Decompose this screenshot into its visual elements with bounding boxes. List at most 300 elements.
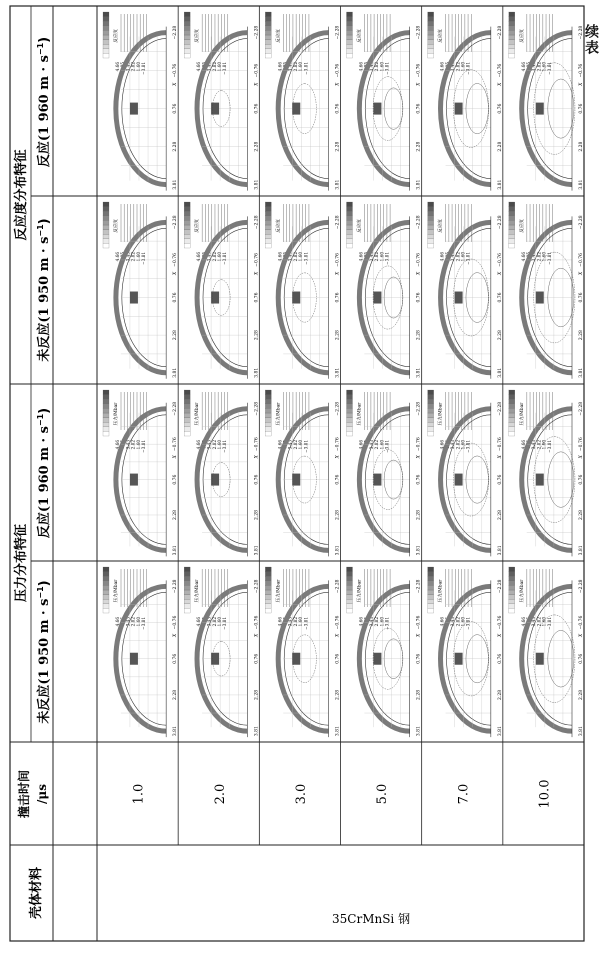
svg-text:未反应(1 950 m · s−1): 未反应(1 950 $m \cdot s^{-1}$) (36, 218, 52, 362)
svg-text:反应(1 960 m · s−1): 反应(1 960 $m \cdot s^{-1}$) (36, 407, 52, 539)
axis-tick-label: 2.28 (335, 330, 341, 341)
axis-tick-label: −0.76 (254, 615, 260, 630)
simulation-plot (347, 202, 422, 379)
axis-tick-label: −2.28 (416, 579, 422, 594)
side-value: 1.60 (135, 252, 141, 262)
axis-tick-label: 0.76 (335, 474, 341, 485)
axis-tick-label: 0.76 (335, 103, 341, 114)
side-value: −3.81 (303, 440, 309, 453)
side-value: 2.82 (374, 252, 380, 262)
axis-tick-label: 2.28 (497, 141, 503, 152)
axis-tick-label: 3.81 (254, 545, 260, 556)
side-value: 4.66 (277, 440, 283, 450)
axis-tick-label: 0.76 (173, 292, 179, 303)
axis-tick-label: 3.81 (335, 726, 341, 737)
legend-title: 压力/Mbar (438, 402, 444, 426)
side-value: 2.82 (536, 62, 542, 72)
side-value: 3.43 (368, 440, 374, 450)
header-shell-material: 壳体材料 (29, 866, 44, 920)
axis-tick-label: −2.28 (416, 25, 422, 40)
svg-text:反应(1 960 m · s−1): 反应(1 960 $m \cdot s^{-1}$) (36, 36, 52, 168)
axis-tick-label: 3.81 (497, 545, 503, 556)
axis-tick-label: 0.76 (254, 292, 260, 303)
axis-tick-label: −0.76 (416, 615, 422, 630)
axis-tick-label: 3.81 (416, 367, 422, 378)
legend-title: 反应度 (114, 219, 119, 233)
simulation-plot (265, 567, 340, 737)
side-value: 1.60 (460, 62, 466, 72)
axis-tick-label: 0.76 (579, 292, 584, 303)
subheader-pressure-reaction (36, 408, 52, 538)
legend-title: 压力/Mbar (357, 402, 363, 426)
side-value: 4.05 (282, 62, 288, 72)
side-value: 1.60 (135, 440, 141, 450)
side-value: 4.05 (444, 252, 450, 262)
axis-tick-label: −2.28 (335, 215, 341, 230)
continued-label: 续表 (583, 24, 599, 56)
side-value: 2.82 (292, 617, 298, 627)
header-reaction-group: 反应度分布特征 (14, 149, 29, 241)
side-value: 4.05 (282, 252, 288, 262)
axis-tick-label: 2.28 (497, 689, 503, 700)
side-value: 1.60 (460, 440, 466, 450)
simulation-plot (184, 567, 259, 737)
simulation-plot (347, 567, 422, 737)
simulation-plot (265, 202, 340, 379)
axis-label: X (497, 455, 503, 459)
axis-tick-label: −0.76 (416, 63, 422, 78)
axis-tick-label: −2.28 (416, 401, 422, 416)
axis-label: X (579, 82, 584, 86)
side-value: 2.82 (455, 617, 461, 627)
side-value: 1.60 (216, 440, 222, 450)
subheader-reaction-no-reaction (36, 218, 52, 361)
legend-title: 反应度 (114, 29, 119, 43)
axis-tick-label: −0.76 (335, 615, 341, 630)
axis-tick-label: −2.28 (579, 215, 584, 230)
simulation-plot (103, 390, 178, 556)
side-value: 4.05 (201, 617, 207, 627)
header-pressure-group: 压力分布特征 (14, 523, 29, 603)
side-value: 4.05 (282, 617, 288, 627)
axis-tick-label: 3.81 (416, 545, 422, 556)
axis-label: X (335, 82, 341, 86)
axis-tick-label: 2.28 (579, 141, 584, 152)
axis-tick-label: 0.76 (173, 474, 179, 485)
axis-tick-label: 2.28 (254, 330, 260, 341)
axis-label: X (416, 271, 422, 275)
side-value: −3.81 (384, 62, 390, 75)
axis-tick-label: 2.28 (173, 509, 179, 520)
side-value: 4.66 (196, 252, 202, 262)
axis-tick-label: 0.76 (173, 103, 179, 114)
simulation-plot (509, 12, 584, 191)
side-value: 1.60 (216, 62, 222, 72)
side-value: 1.60 (460, 252, 466, 262)
side-value: −3.81 (141, 62, 146, 75)
axis-tick-label: −2.28 (254, 401, 260, 416)
axis-tick-label: −0.76 (416, 437, 422, 452)
side-value: 1.60 (460, 617, 466, 627)
axis-tick-label: 0.76 (173, 653, 179, 664)
simulation-plot (265, 12, 340, 191)
axis-tick-label: −2.28 (416, 215, 422, 230)
side-value: 3.43 (125, 62, 131, 72)
side-value: 4.05 (120, 440, 126, 450)
side-value: 4.05 (444, 617, 450, 627)
axis-tick-label: −0.76 (173, 437, 179, 452)
side-value: 2.82 (374, 440, 380, 450)
axis-label: X (579, 455, 584, 459)
legend-title: 压力/Mbar (114, 579, 119, 603)
side-value: 2.82 (211, 440, 217, 450)
legend-title: 压力/Mbar (438, 579, 444, 603)
side-value: 4.66 (358, 617, 364, 627)
side-value: −3.81 (546, 62, 552, 75)
axis-tick-label: −2.28 (173, 401, 179, 416)
axis-tick-label: −2.28 (579, 579, 584, 594)
side-value: 4.05 (526, 440, 532, 450)
side-value: 4.66 (439, 62, 445, 72)
side-value: 4.05 (363, 617, 369, 627)
axis-tick-label: 3.81 (173, 179, 179, 190)
side-value: −3.81 (546, 617, 552, 630)
side-value: −3.81 (465, 617, 471, 630)
simulation-plot (509, 202, 584, 379)
side-value: 3.43 (287, 440, 293, 450)
axis-tick-label: 2.28 (416, 509, 422, 520)
legend-title: 反应度 (357, 219, 363, 233)
side-value: 1.60 (298, 62, 304, 72)
side-value: 1.60 (541, 62, 547, 72)
side-value: 4.05 (444, 440, 450, 450)
impact-time-cell: 2.0 (212, 783, 228, 805)
legend-title: 压力/Mbar (195, 402, 201, 426)
side-value: 3.43 (287, 62, 293, 72)
side-value: 3.43 (206, 62, 212, 72)
side-value: 4.66 (358, 62, 364, 72)
axis-tick-label: −2.28 (497, 215, 503, 230)
side-value: 3.43 (206, 617, 212, 627)
axis-label: X (173, 82, 179, 86)
axis-label: X (579, 633, 584, 638)
side-value: 4.05 (363, 62, 369, 72)
simulation-plot (103, 202, 178, 379)
side-value: −3.81 (222, 617, 228, 630)
axis-tick-label: 3.81 (579, 545, 584, 556)
side-value: 4.66 (520, 252, 526, 262)
side-value: 3.43 (206, 252, 212, 262)
axis-tick-label: 3.81 (173, 726, 179, 737)
side-value: −3.81 (465, 252, 471, 265)
simulation-plot (428, 202, 503, 379)
simulation-plot (265, 390, 340, 556)
side-value: 1.60 (216, 252, 222, 262)
axis-tick-label: −0.76 (173, 63, 179, 78)
legend-title: 反应度 (195, 29, 201, 43)
axis-tick-label: −0.76 (335, 437, 341, 452)
axis-tick-label: 2.28 (335, 689, 341, 700)
simulation-plot (428, 390, 503, 556)
side-value: 2.82 (536, 252, 542, 262)
simulation-plot (103, 567, 178, 737)
simulation-plot (184, 390, 259, 556)
side-value: 3.43 (531, 252, 537, 262)
side-value: 2.82 (292, 62, 298, 72)
axis-tick-label: 0.76 (497, 653, 503, 664)
axis-tick-label: 3.81 (173, 367, 179, 378)
side-value: 3.43 (125, 440, 131, 450)
side-value: 4.05 (120, 617, 126, 627)
axis-label: X (497, 271, 503, 275)
side-value: 1.60 (216, 617, 222, 627)
side-value: 1.60 (541, 252, 547, 262)
axis-tick-label: −2.28 (254, 25, 260, 40)
legend-title: 压力/Mbar (276, 402, 282, 426)
side-value: −3.81 (303, 62, 309, 75)
side-value: 2.82 (455, 62, 461, 72)
side-value: 4.66 (439, 440, 445, 450)
side-value: −3.81 (222, 440, 228, 453)
side-value: −3.81 (222, 62, 228, 75)
legend-title: 压力/Mbar (276, 579, 282, 603)
side-value: 4.66 (196, 617, 202, 627)
axis-tick-label: −2.28 (497, 25, 503, 40)
axis-tick-label: −0.76 (254, 253, 260, 267)
axis-tick-label: 2.28 (254, 141, 260, 152)
axis-label: X (254, 455, 260, 459)
side-value: 2.82 (292, 440, 298, 450)
side-value: −3.81 (465, 62, 471, 75)
simulation-plot (428, 567, 503, 737)
axis-tick-label: 0.76 (416, 103, 422, 114)
side-value: 4.66 (520, 440, 526, 450)
simulation-plot (428, 12, 503, 191)
axis-tick-label: 3.81 (497, 367, 503, 378)
side-value: 1.60 (298, 440, 304, 450)
side-value: 4.05 (526, 252, 532, 262)
side-value: 4.66 (439, 252, 445, 262)
axis-tick-label: 2.28 (173, 330, 179, 341)
simulation-plot (184, 202, 259, 379)
side-value: 4.66 (358, 252, 364, 262)
side-value: 4.05 (201, 440, 207, 450)
side-value: 4.66 (196, 62, 202, 72)
legend-title: 压力/Mbar (519, 579, 525, 603)
header-impact-time: 撞击时间 (17, 769, 31, 819)
legend-title: 反应度 (438, 219, 444, 233)
simulation-plot (347, 12, 422, 191)
side-value: 4.66 (277, 252, 283, 262)
axis-label: X (173, 633, 179, 638)
side-value: −3.81 (303, 617, 309, 630)
axis-tick-label: 3.81 (579, 367, 584, 378)
axis-tick-label: −2.28 (173, 25, 179, 40)
axis-tick-label: 2.28 (579, 509, 584, 520)
subheader-pressure-no-reaction (36, 580, 52, 723)
side-value: 4.05 (201, 62, 207, 72)
side-value: 2.82 (211, 62, 217, 72)
axis-tick-label: 3.81 (335, 179, 341, 190)
side-value: −3.81 (141, 617, 146, 630)
simulation-plot (103, 12, 178, 191)
legend-title: 反应度 (357, 29, 363, 43)
side-value: −3.81 (141, 440, 146, 453)
axis-label: X (254, 82, 260, 86)
axis-tick-label: 3.81 (335, 545, 341, 556)
axis-tick-label: 3.81 (173, 545, 179, 556)
side-value: 4.05 (120, 62, 126, 72)
side-value: 1.60 (379, 617, 385, 627)
axis-tick-label: 0.76 (254, 103, 260, 114)
axis-tick-label: −0.76 (254, 437, 260, 452)
impact-time-cell: 1.0 (131, 783, 147, 805)
legend-title: 反应度 (438, 29, 444, 43)
side-value: 3.43 (125, 617, 131, 627)
axis-label: X (416, 455, 422, 459)
axis-tick-label: 0.76 (579, 103, 584, 114)
axis-label: X (416, 82, 422, 86)
axis-tick-label: −2.28 (254, 579, 260, 594)
side-value: 2.82 (130, 62, 136, 72)
axis-tick-label: 2.28 (416, 141, 422, 152)
axis-tick-label: 2.28 (579, 689, 584, 700)
axis-tick-label: 3.81 (254, 367, 260, 378)
axis-tick-label: −0.76 (173, 615, 179, 630)
side-value: −3.81 (141, 252, 146, 265)
side-value: 4.66 (115, 440, 120, 450)
axis-tick-label: 0.76 (254, 653, 260, 664)
side-value: 3.43 (450, 440, 456, 450)
axis-tick-label: 3.81 (254, 726, 260, 737)
axis-tick-label: 3.81 (497, 179, 503, 190)
axis-tick-label: −0.76 (579, 615, 584, 630)
side-value: 2.82 (536, 440, 542, 450)
side-value: 4.66 (115, 617, 120, 627)
axis-label: X (335, 271, 341, 275)
axis-tick-label: 3.81 (416, 726, 422, 737)
axis-label: X (497, 633, 503, 638)
side-value: 4.66 (115, 62, 120, 72)
side-value: 2.82 (130, 252, 136, 262)
legend-title: 压力/Mbar (357, 579, 363, 603)
axis-tick-label: 3.81 (497, 726, 503, 737)
impact-time-cell: 5.0 (375, 783, 391, 805)
side-value: 1.60 (379, 62, 385, 72)
axis-tick-label: −0.76 (497, 63, 503, 78)
axis-tick-label: −0.76 (579, 437, 584, 452)
axis-tick-label: 0.76 (497, 292, 503, 303)
legend-title: 反应度 (195, 219, 201, 233)
axis-label: X (173, 271, 179, 275)
axis-label: X (497, 82, 503, 86)
legend-title: 压力/Mbar (195, 579, 201, 603)
side-value: 3.43 (531, 440, 537, 450)
side-value: 2.82 (536, 617, 542, 627)
axis-tick-label: −0.76 (497, 253, 503, 267)
side-value: 1.60 (298, 617, 304, 627)
legend-title: 反应度 (276, 29, 282, 43)
side-value: −3.81 (384, 617, 390, 630)
side-value: 4.05 (526, 617, 532, 627)
simulation-plot (509, 567, 584, 737)
axis-tick-label: 0.76 (335, 292, 341, 303)
axis-tick-label: −0.76 (497, 615, 503, 630)
impact-time-cell: 3.0 (293, 783, 309, 805)
axis-tick-label: 3.81 (335, 367, 341, 378)
axis-tick-label: 2.28 (497, 330, 503, 341)
side-value: 2.82 (292, 252, 298, 262)
side-value: 3.43 (450, 62, 456, 72)
axis-tick-label: 0.76 (579, 653, 584, 664)
axis-tick-label: −0.76 (335, 63, 341, 78)
axis-tick-label: −2.28 (335, 401, 341, 416)
side-value: 1.60 (541, 440, 547, 450)
axis-tick-label: 2.28 (416, 330, 422, 341)
axis-tick-label: 0.76 (416, 653, 422, 664)
axis-tick-label: 2.28 (335, 509, 341, 520)
axis-tick-label: −0.76 (416, 253, 422, 267)
simulation-plot (184, 12, 259, 191)
side-value: 2.82 (455, 440, 461, 450)
axis-label: X (416, 633, 422, 638)
side-value: 2.82 (130, 440, 136, 450)
axis-tick-label: −2.28 (173, 579, 179, 594)
side-value: 4.66 (115, 252, 120, 262)
axis-tick-label: −0.76 (579, 63, 584, 78)
axis-tick-label: −0.76 (579, 253, 584, 267)
side-value: 2.82 (374, 62, 380, 72)
axis-label: X (335, 455, 341, 459)
axis-tick-label: −2.28 (497, 579, 503, 594)
side-value: 4.66 (196, 440, 202, 450)
legend-title: 反应度 (276, 219, 282, 233)
axis-tick-label: −2.28 (497, 401, 503, 416)
axis-tick-label: −2.28 (335, 25, 341, 40)
axis-tick-label: 2.28 (254, 689, 260, 700)
impact-time-cell: 7.0 (456, 783, 472, 805)
side-value: −3.81 (384, 440, 390, 453)
axis-tick-label: 0.76 (416, 292, 422, 303)
simulation-plot (347, 390, 422, 556)
side-value: 2.82 (211, 617, 217, 627)
axis-tick-label: 0.76 (579, 474, 584, 485)
side-value: 4.66 (277, 617, 283, 627)
side-value: 3.43 (368, 252, 374, 262)
axis-label: X (335, 633, 341, 638)
side-value: 3.43 (206, 440, 212, 450)
side-value: −3.81 (222, 252, 228, 265)
side-value: 4.05 (120, 252, 126, 262)
axis-tick-label: −2.28 (579, 401, 584, 416)
axis-tick-label: 2.28 (497, 509, 503, 520)
side-value: 4.66 (358, 440, 364, 450)
side-value: −3.81 (546, 440, 552, 453)
side-value: 4.05 (363, 252, 369, 262)
side-value: 1.60 (135, 62, 141, 72)
axis-tick-label: −0.76 (173, 253, 179, 267)
side-value: −3.81 (546, 252, 552, 265)
material-label: 35CrMnSi 钢 (332, 912, 411, 926)
axis-tick-label: 2.28 (173, 689, 179, 700)
axis-tick-label: 3.81 (579, 726, 584, 737)
side-value: 1.60 (541, 617, 547, 627)
side-value: 2.82 (211, 252, 217, 262)
axis-label: X (173, 455, 179, 459)
side-value: 3.43 (531, 617, 537, 627)
legend-title: 压力/Mbar (519, 402, 525, 426)
side-value: 1.60 (379, 440, 385, 450)
